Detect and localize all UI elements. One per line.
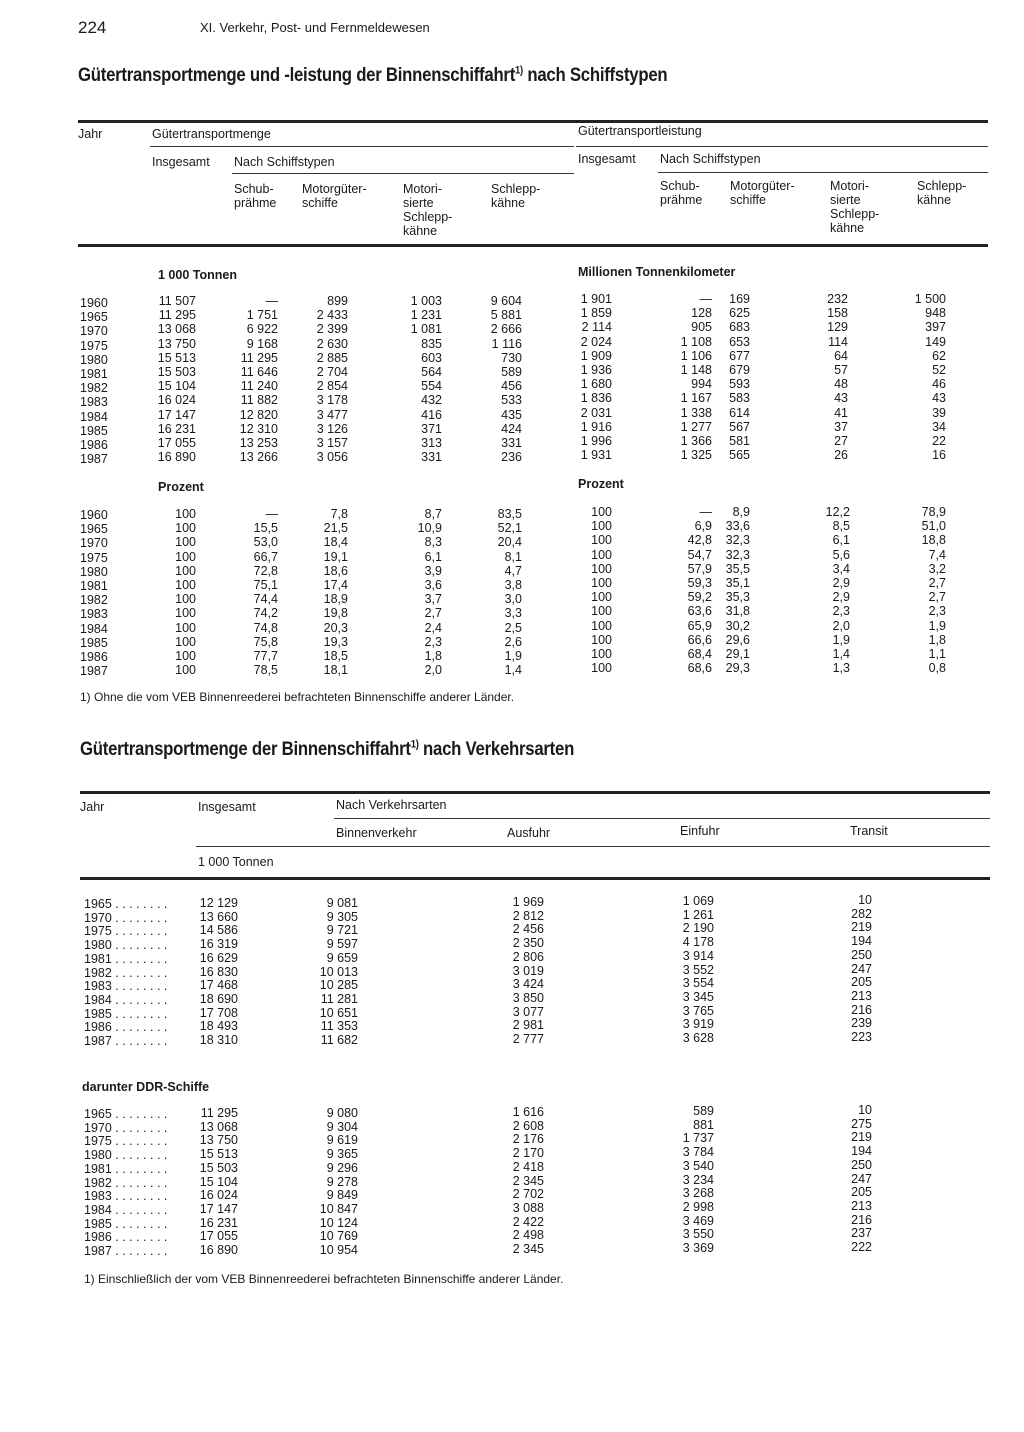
t2-head-nach: Nach Verkehrsarten (336, 798, 447, 812)
t1-rule-menge (150, 146, 574, 147)
t1-pct-l-motor: 8,9 33,6 32,3 32,3 35,5 35,1 35,3 31,8 30,2 29,6 29,1 29,3 (725, 505, 750, 676)
t2-all-ausfuhr: 1 969 2 812 2 456 2 350 2 806 3 019 3 424 3 850 3 077 2 981 2 777 (512, 895, 544, 1047)
t2-all-transit: 10 282 219 194 250 247 205 213 216 239 223 (851, 893, 872, 1045)
t1-head-motor-m: Motorgüter- schiffe (302, 182, 367, 210)
t1-pct-l-motori: 12,2 8,5 6,1 5,6 3,4 2,9 2,9 2,3 2,0 1,9 1,4 1,3 (825, 505, 850, 676)
t1-abs-l-ins: 1 901 1 859 2 114 2 024 1 909 1 936 1 680 1 836 2 031 1 916 1 996 1 931 (580, 292, 612, 463)
t1-pct-m-motor: 7,8 21,5 18,4 19,1 18,6 17,4 18,9 19,8 20,3 19,3 18,5 18,1 (323, 507, 348, 678)
t2-footnote: 1) Einschließlich der vom VEB Binnenreederei befrachteten Binnenschiffe anderer Länder. (84, 1272, 564, 1286)
t1-unit-prozent-l: Prozent (578, 477, 624, 491)
table1-top-rule (78, 120, 988, 123)
t1-head-nach-m: Nach Schiffstypen (234, 155, 335, 169)
t2-rule-unit (196, 846, 990, 847)
t1-head-schub-l: Schub- prähme (660, 179, 703, 207)
t1-head-schub-m: Schub- prähme (234, 182, 277, 210)
t1-pct-l-schub: — 6,9 42,8 54,7 57,9 59,3 59,2 63,6 65,9 66,6 68,4 68,6 (687, 505, 712, 676)
t2-rule-nach (334, 818, 990, 819)
t1-head-schlepp-l: Schlepp- kähne (917, 179, 967, 207)
t1-head-motori-l: Motori- sierte Schlepp- kähne (830, 179, 880, 235)
t1-head-motor-l: Motorgüter- schiffe (730, 179, 795, 207)
t1-unit-leistung: Millionen Tonnenkilometer (578, 265, 736, 279)
t1-pct-m-schub: — 15,5 53,0 66,7 72,8 75,1 74,4 74,2 74,8 75,8 77,7 78,5 (253, 507, 278, 678)
t1-head-jahr: Jahr (78, 127, 103, 141)
t1-head-bottom-rule (78, 244, 988, 247)
t2-ddr-ins: 11 295 13 068 13 750 15 513 15 503 15 104 16 024 17 147 16 231 17 055 16 890 (199, 1106, 238, 1258)
t1-head-menge: Gütertransportmenge (152, 127, 271, 141)
t1-head-insgesamt-m: Insgesamt (152, 155, 210, 169)
t1-abs-m-motori: 1 003 1 231 1 081 835 603 564 554 432 416 371 313 331 (410, 294, 442, 465)
t1-rule-leistung (576, 146, 988, 147)
t1-abs-m-motor: 899 2 433 2 399 2 630 2 885 2 704 2 854 3 178 3 477 3 126 3 157 3 056 (316, 294, 348, 465)
t1-head-schlepp-m: Schlepp- kähne (491, 182, 541, 210)
t1-years-abs: 1960 1965 1970 1975 1980 1981 1982 1983 1984 1985 1986 1987 (80, 296, 108, 467)
t2-ddr-einfuhr: 589 881 1 737 3 784 3 540 3 234 3 268 2 998 3 469 3 550 3 369 (682, 1104, 714, 1256)
table2-title: Gütertransportmenge der Binnenschiffahrt$^{1)}$ nach Verkehrsarten (80, 738, 575, 760)
t2-head-insgesamt: Insgesamt (198, 800, 256, 814)
running-head: XI. Verkehr, Post- und Fernmeldewesen (200, 20, 430, 35)
t1-head-insgesamt-l: Insgesamt (578, 152, 636, 166)
t1-pct-m-motori: 8,7 10,9 8,3 6,1 3,9 3,6 3,7 2,7 2,4 2,3 1,8 2,0 (417, 507, 442, 678)
t1-rule-nach-l (658, 172, 988, 173)
t1-abs-l-motor: 169 625 683 653 677 679 593 583 614 567 581 565 (729, 292, 750, 463)
t2-head-binnen: Binnenverkehr (336, 826, 417, 840)
t2-ddr-transit: 10 275 219 194 250 247 205 213 216 237 222 (851, 1103, 872, 1255)
t2-all-einfuhr: 1 069 1 261 2 190 4 178 3 914 3 552 3 554 3 345 3 765 3 919 3 628 (682, 894, 714, 1046)
t2-head-jahr: Jahr (80, 800, 105, 814)
t1-pct-m-ins: 100 100 100 100 100 100 100 100 100 100 100 100 (175, 507, 196, 678)
t2-years-all: 1965 . . . . . . . . 1970 . . . . . . . . 1975 . . . . . . . . 1980 . . . . . . . . 1981 . . . . . . . . 1982 . . . . . . . . 1983 . . . . . . . . 1984 . . . . . . . . 1985 . . . . . . . . 1986 . . . . . . . . 1987 . . . . . . . . (84, 897, 168, 1049)
t2-head-bottom-rule (80, 877, 990, 880)
t2-head-einfuhr: Einfuhr (680, 824, 720, 838)
t2-unit: 1 000 Tonnen (198, 855, 274, 869)
t1-head-motori-m: Motori- sierte Schlepp- kähne (403, 182, 453, 238)
t1-pct-l-schlepp: 78,9 51,0 18,8 7,4 3,2 2,7 2,7 2,3 1,9 1,8 1,1 0,8 (921, 505, 946, 676)
t1-abs-l-schub: — 128 905 1 108 1 106 1 148 994 1 167 1 338 1 277 1 366 1 325 (680, 292, 712, 463)
t1-footnote: 1) Ohne die vom VEB Binnenreederei befrachteten Binnenschiffe anderer Länder. (80, 690, 515, 704)
table2-top-rule (80, 791, 990, 794)
t1-abs-l-schlepp: 1 500 948 397 149 62 52 46 43 39 34 22 16 (914, 292, 946, 463)
t2-sub-ddr: darunter DDR-Schiffe (82, 1080, 210, 1094)
t2-ddr-ausfuhr: 1 616 2 608 2 176 2 170 2 418 2 345 2 702 3 088 2 422 2 498 2 345 (512, 1105, 544, 1257)
t2-years-ddr: 1965 . . . . . . . . 1970 . . . . . . . . 1975 . . . . . . . . 1980 . . . . . . . . 1981 . . . . . . . . 1982 . . . . . . . . 1983 . . . . . . . . 1984 . . . . . . . . 1985 . . . . . . . . 1986 . . . . . . . . 1987 . . . . . . . . (84, 1107, 168, 1259)
t1-head-nach-l: Nach Schiffstypen (660, 152, 761, 166)
t2-all-ins: 12 129 13 660 14 586 16 319 16 629 16 830 17 468 18 690 17 708 18 493 18 310 (199, 896, 238, 1048)
page-number: 224 (78, 18, 107, 37)
t1-abs-m-schub: — 1 751 6 922 9 168 11 295 11 646 11 240 11 882 12 820 12 310 13 253 13 266 (239, 294, 278, 465)
t1-abs-m-schlepp: 9 604 5 881 2 666 1 116 730 589 456 533 435 424 331 236 (490, 294, 522, 465)
t1-pct-l-ins: 100 100 100 100 100 100 100 100 100 100 100 100 (591, 505, 612, 676)
t1-head-leistung: Gütertransportleistung (578, 124, 702, 138)
t1-unit-menge: 1 000 Tonnen (158, 268, 237, 282)
t1-rule-nach-m (232, 173, 574, 174)
t1-years-pct: 1960 1965 1970 1975 1980 1981 1982 1983 1984 1985 1986 1987 (80, 508, 108, 679)
t1-abs-l-motori: 232 158 129 114 64 57 48 43 41 37 27 26 (827, 292, 848, 463)
table1-title: Gütertransportmenge und -leistung der Binnenschiffahrt$^{1)}$ nach Schiffstypen (78, 64, 668, 86)
t1-pct-m-schlepp: 83,5 52,1 20,4 8,1 4,7 3,8 3,0 3,3 2,5 2,6 1,9 1,4 (497, 507, 522, 678)
t2-all-binnen: 9 081 9 305 9 721 9 597 9 659 10 013 10 285 11 281 10 651 11 353 11 682 (319, 896, 358, 1048)
t1-unit-prozent-m: Prozent (158, 480, 204, 494)
t2-head-transit: Transit (850, 824, 888, 838)
t1-abs-m-ins: 11 507 11 295 13 068 13 750 15 513 15 503 15 104 16 024 17 147 16 231 17 055 16 890 (157, 294, 196, 465)
t2-ddr-binnen: 9 080 9 304 9 619 9 365 9 296 9 278 9 849 10 847 10 124 10 769 10 954 (319, 1106, 358, 1258)
t2-head-ausfuhr: Ausfuhr (507, 826, 551, 840)
